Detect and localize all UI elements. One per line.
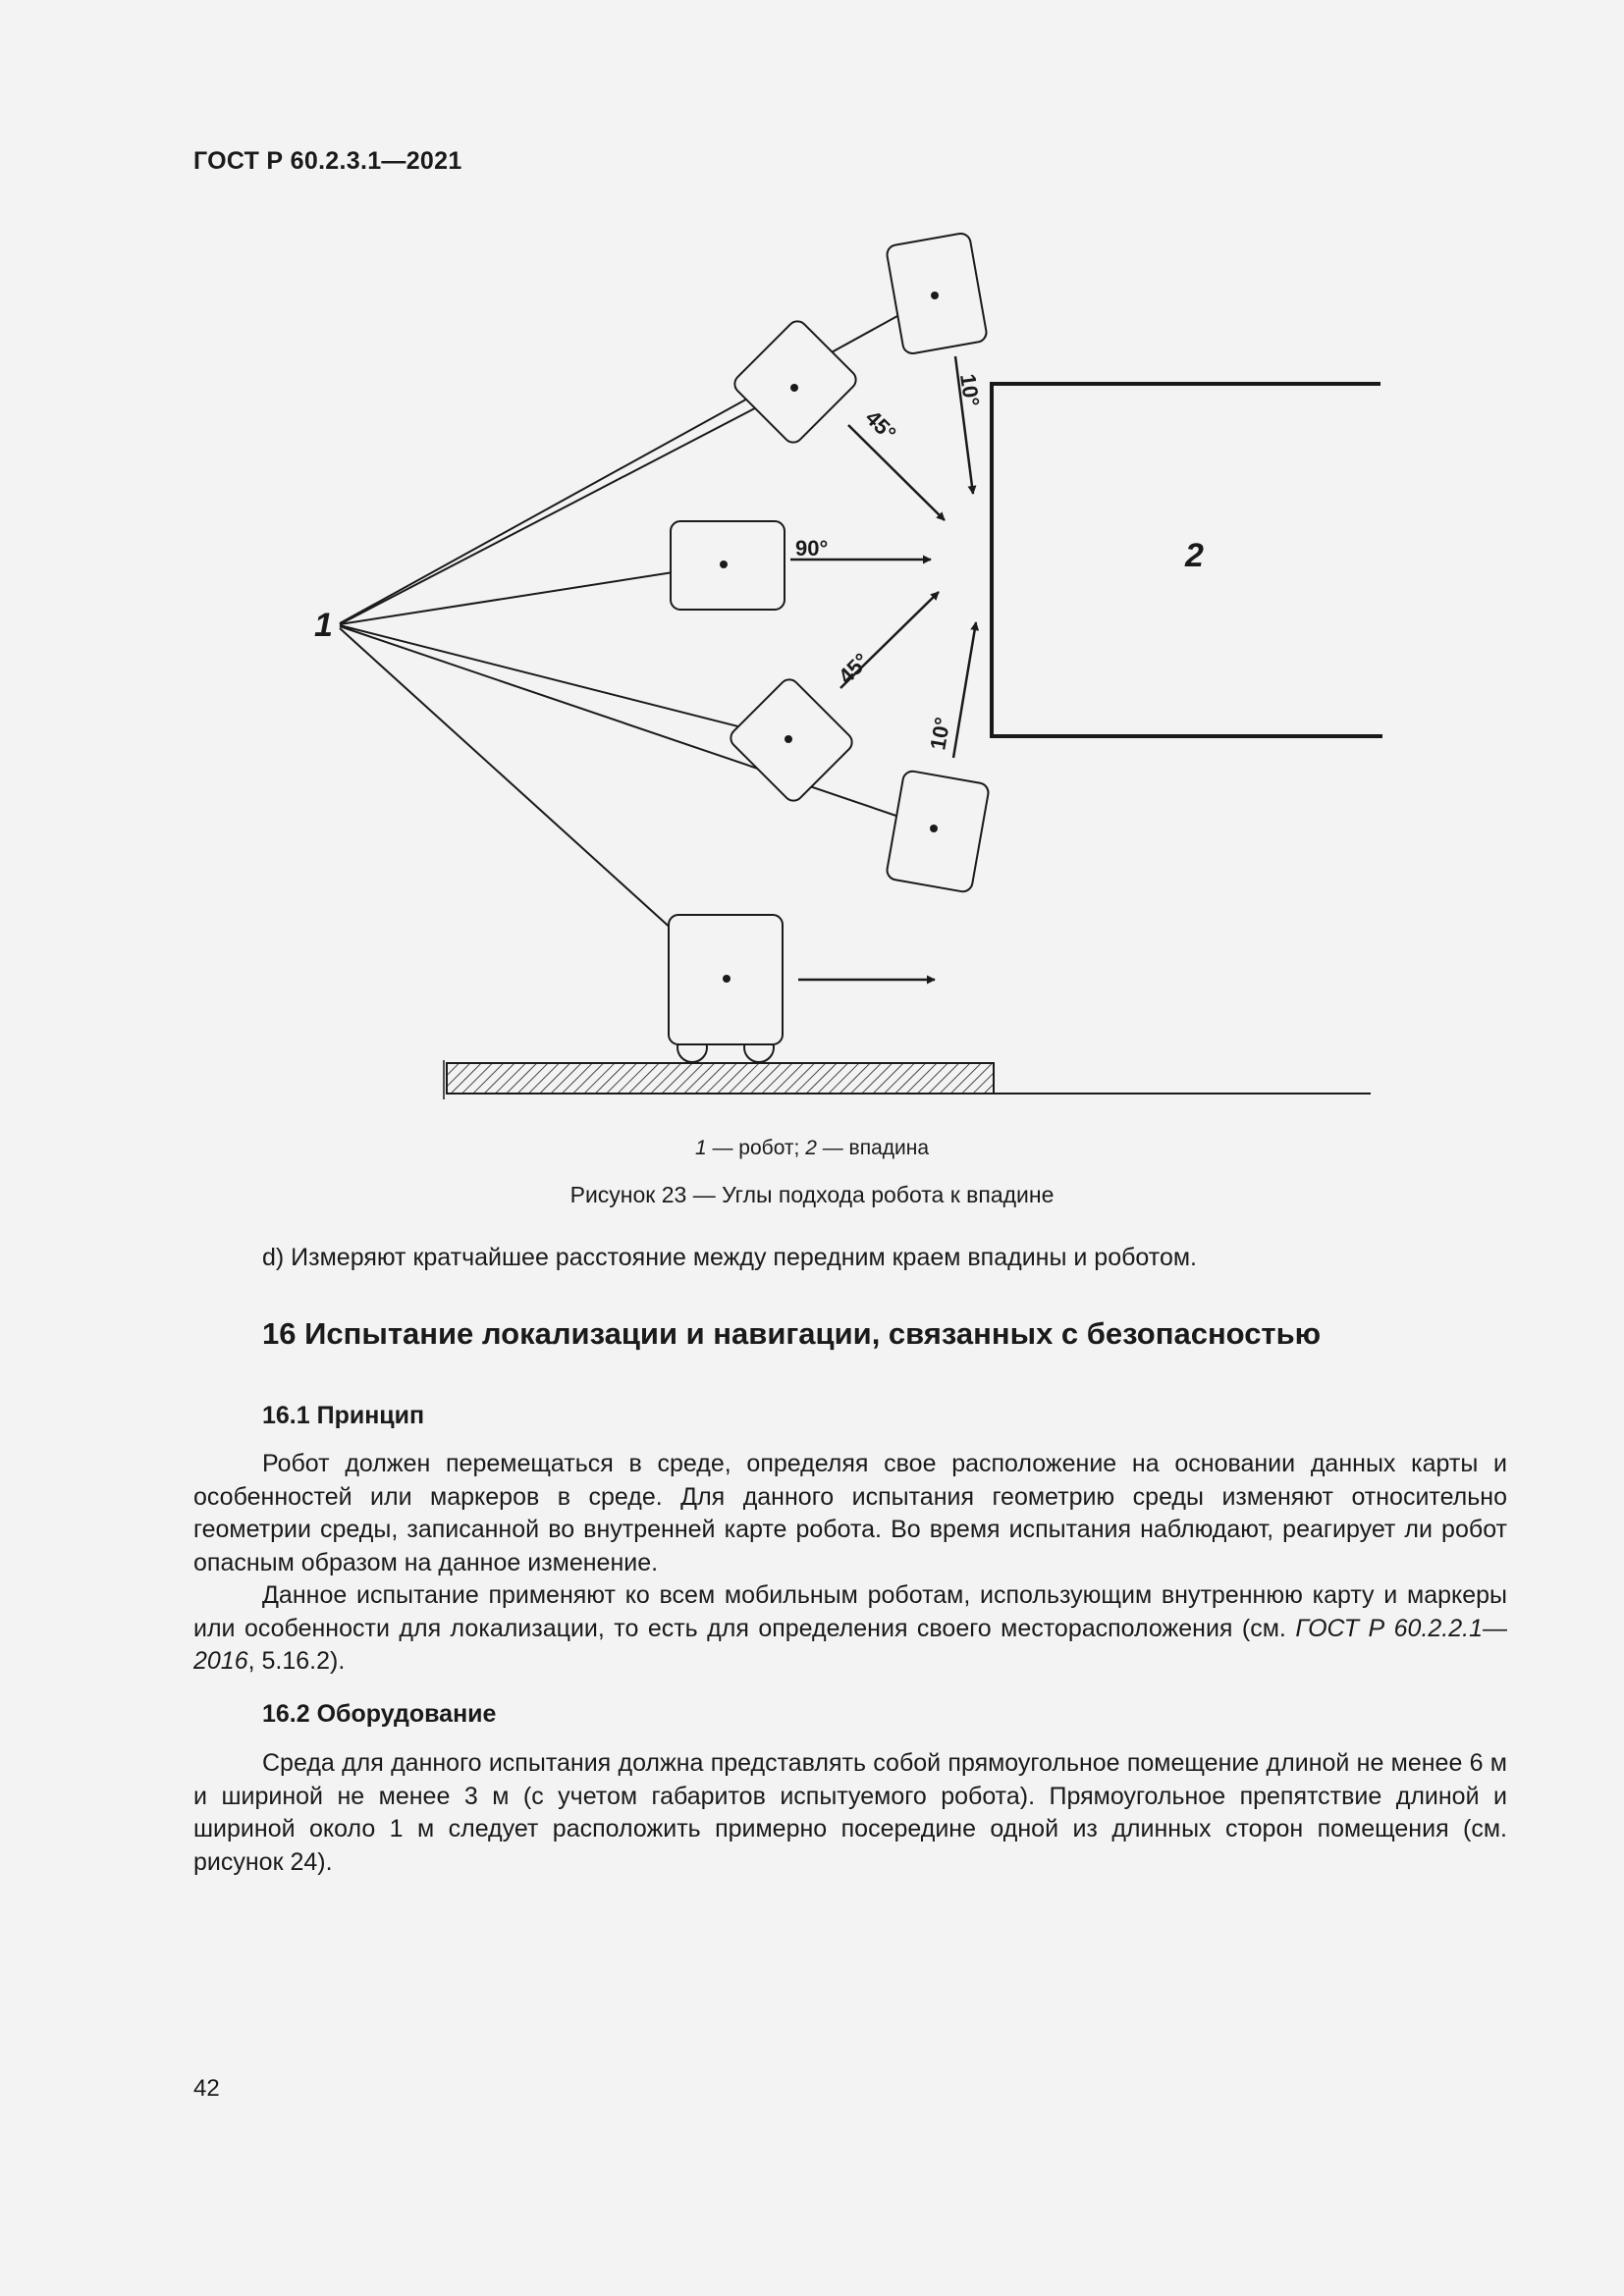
legend-text-pit: — впадина [816, 1137, 930, 1159]
angle-label-bottom-45: 45° [833, 648, 875, 689]
step-d-text: d) Измеряют кратчайшее расстояние между передним краем впадины и роботом. [262, 1244, 1197, 1271]
figure-caption: Рисунок 23 — Углы подхода робота к впадине [569, 1182, 1055, 1207]
angle-label-top-45: 45° [860, 404, 901, 447]
figure-robot-approach-angles [0, 0, 1624, 1139]
legend-number-1: 1 [694, 1137, 707, 1159]
robot-mid-90 [671, 521, 785, 610]
angle-label-mid-90: 90° [795, 536, 829, 561]
document-standard-header: ГОСТ Р 60.2.3.1—2021 [193, 147, 462, 175]
robot-top-45 [731, 317, 860, 447]
paragraph-16-1-scope [193, 1579, 1507, 1679]
paragraph-16-1-principle [193, 1448, 1507, 1579]
legend-number-2: 2 [805, 1137, 817, 1159]
label-pit-2: 2 [1185, 537, 1204, 574]
paragraph-16-2-equipment [193, 1747, 1507, 1879]
scope-text: Данное испытание применяют ко всем мобильным роботам, использующим внутреннюю карту и маркеры или особенности для локализации, то есть для определения своего месторасположения (см. [193, 1581, 1507, 1642]
angle-label-bottom-10: 10° [925, 715, 955, 752]
figure-legend [0, 1137, 1624, 1160]
floor-hatched [447, 1063, 994, 1094]
equipment-text: Среда для данного испытания должна представлять собой прямоугольное помещение длиной не менее 6 м и шириной не менее 3 м (с учетом габаритов испытуемого робота). Прямоугольное препятствие длиной и шириной около 1 м следует расположить примерно посередине одной из длинных сторон помещения (см. рисунок 24). [193, 1749, 1507, 1876]
subsection-16-1-title: 16.1 Принцип [262, 1402, 425, 1429]
sight-lines [340, 295, 935, 979]
scope-text-end: , 5.16.2). [247, 1647, 346, 1675]
subsection-16-2-title: 16.2 Оборудование [262, 1700, 497, 1728]
legend-text-robot: — робот; [706, 1137, 806, 1159]
standard-reference: ГОСТ Р 60.2.2.1—2016 [193, 1614, 1507, 1675]
principle-text: Робот должен перемещаться в среде, определяя свое расположение на основании данных карты и особенностей или маркеров в среде. Для данного испытания геометрию среды изменяют относительно геометрии среды, записанной во внутренней карте робота. Во время испытания наблюдают, реагирует ли робот опасным образом на данное изменение. [193, 1450, 1507, 1576]
paragraph-step-d [193, 1242, 1507, 1275]
label-robot-1: 1 [314, 607, 333, 644]
robot-bottom-10 [886, 770, 990, 893]
page-number: 42 [193, 2075, 220, 2102]
angle-label-top-10: 10° [955, 372, 985, 408]
section-16-title: 16 Испытание локализации и навигации, связанных с безопасностью [262, 1316, 1322, 1351]
robot-ground [669, 915, 783, 1062]
